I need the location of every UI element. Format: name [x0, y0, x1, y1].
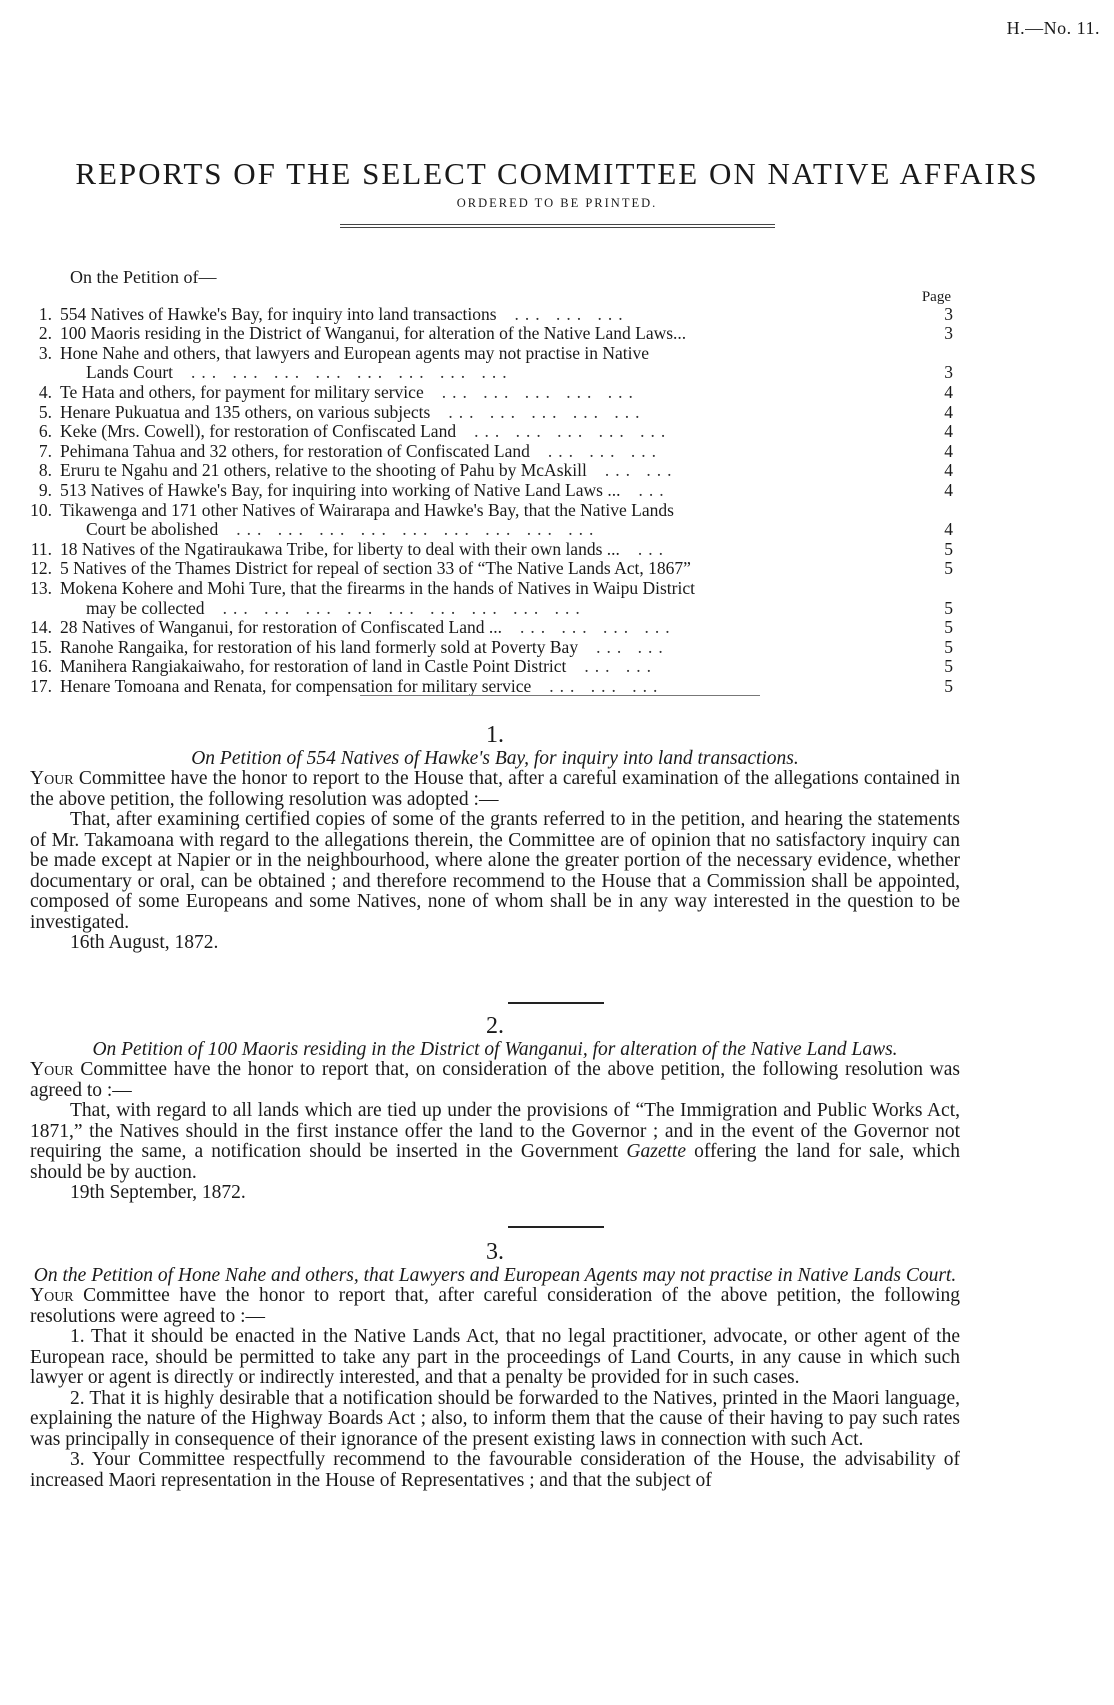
- toc-item: [18, 461, 953, 481]
- toc-leader-dots: ...: [638, 479, 670, 500]
- resolution: 2. That it is highly desirable that a notification should be forwarded to the Natives, printed in the Maori language, explaining the nature of the Highway Boards Act ; also, to inform them that the cause of their having to pay such rates was principally in consequence of their ignorance of the present existing laws in connection with such Act.: [30, 1387, 960, 1450]
- toc-item-page: 4: [944, 460, 953, 481]
- body-pre: That, with regard to all lands which are tied up under the provisions of “The Immigration and Public Works Act, 1871,” the Natives should in the first instance offer the land to the Governor ; and in the event of the Governor not requiring the same, a notification should be inserted in the Government: [30, 1100, 960, 1162]
- toc-item-page: 4: [944, 479, 953, 500]
- section-heading: On Petition of 554 Natives of Hawke's Bay, for inquiry into land transactions.: [191, 748, 799, 769]
- section-date: 16th August, 1872.: [70, 932, 219, 953]
- toc-item-page: 4: [944, 440, 953, 461]
- toc-item-page: 3: [944, 303, 953, 324]
- toc-item: [18, 638, 953, 658]
- toc-item-page: 4: [944, 401, 953, 422]
- toc-item-page: 5: [944, 617, 953, 638]
- toc-item-page: 5: [944, 656, 953, 677]
- section-divider: [508, 1002, 604, 1004]
- toc-item: [18, 344, 953, 383]
- toc-page-heading: Page: [921, 288, 951, 305]
- toc-item-title: 28 Natives of Wanganui, for restoration of Confiscated Land ...: [60, 617, 502, 638]
- toc-item-number: 12.: [30, 558, 52, 579]
- toc-item-number: 2.: [38, 323, 52, 344]
- toc-item-continuation: [60, 520, 919, 540]
- toc-list: [18, 305, 953, 697]
- toc-item-title: Te Hata and others, for payment for military service: [60, 381, 424, 402]
- section-number: 2.: [486, 1013, 504, 1039]
- section-body: That, after examining certified copies of some of the grants referred to in the petition, and hearing the statements of Mr. Takamoana with regard to the allegations therein, the Committee are of opinion that no satisfactory inquiry can be made except at Napier or in the neighbourhood, where alone the greater portion of the necessary evidence, whether documentary or oral, can be obtained ; and therefore recommend to the House that a Commission shall be appointed, composed of some Europeans and some Natives, none of whom shall be in any way interested in the question to be investigated.: [30, 809, 960, 933]
- toc-item: [18, 442, 953, 462]
- opening-word: Your: [30, 1059, 74, 1080]
- toc-item-number: 15.: [30, 636, 52, 657]
- toc-item-text: [60, 422, 919, 442]
- toc-item-continuation-text: may be collected: [86, 597, 205, 618]
- toc-item-number: 4.: [38, 381, 52, 402]
- toc-leader-dots: ... ... ... ... ...: [474, 421, 672, 442]
- toc-leader-dots: ... ... ... ...: [519, 617, 676, 638]
- toc-item-number: 1.: [38, 303, 52, 324]
- toc-item-title: Pehimana Tahua and 32 others, for restoration of Confiscated Land: [60, 440, 530, 461]
- toc-item-text: [60, 324, 919, 344]
- toc-item-text: [60, 618, 919, 638]
- toc-item-page: 5: [944, 636, 953, 657]
- toc-item-page: 3: [944, 323, 953, 344]
- toc-leader-dots: ... ...: [604, 460, 678, 481]
- toc-item-number: 6.: [38, 421, 52, 442]
- section-heading: On the Petition of Hone Nahe and others, that Lawyers and European Agents may not practise in Native Lands Court.: [33, 1265, 957, 1286]
- toc-item-title: 513 Natives of Hawke's Bay, for inquiring into working of Native Land Laws ...: [60, 479, 621, 500]
- toc-item-number: 10.: [30, 499, 52, 520]
- toc-item: [18, 403, 953, 423]
- section-divider: [508, 1226, 604, 1228]
- toc-item-text: [60, 657, 919, 677]
- section-2: [30, 1014, 960, 1204]
- toc-item: [18, 383, 953, 403]
- page-subtitle: ORDERED TO BE PRINTED.: [456, 196, 658, 210]
- toc-item-page: 5: [944, 675, 953, 696]
- toc-item-title: 100 Maoris residing in the District of Wanganui, for alteration of the Native Land Laws...: [60, 323, 687, 344]
- opening-text: Committee have the honor to report that, on consideration of the above petition, the following resolution was agreed to :—: [30, 1059, 960, 1101]
- toc-item-number: 9.: [38, 479, 52, 500]
- toc-item: [18, 559, 953, 579]
- body-emphasis: Gazette: [626, 1141, 686, 1162]
- toc-item-number: 13.: [30, 577, 52, 598]
- toc-item-text: [60, 305, 919, 325]
- opening-word: Your: [30, 1285, 74, 1306]
- toc-item-text: [60, 638, 919, 658]
- toc-item-continuation-text: Lands Court: [86, 362, 174, 383]
- toc-item-text: [60, 383, 919, 403]
- toc-item: [18, 324, 953, 344]
- toc-item: [18, 579, 953, 618]
- toc-item-title: Tikawenga and 171 other Natives of Wairarapa and Hawke's Bay, that the Native Lands: [60, 499, 674, 520]
- section-1: [30, 723, 960, 954]
- table-of-contents: [18, 268, 953, 696]
- toc-item-number: 17.: [30, 675, 52, 696]
- toc-intro: On the Petition of—: [70, 267, 217, 287]
- toc-item-title: 554 Natives of Hawke's Bay, for inquiry into land transactions: [60, 303, 497, 324]
- toc-item-text: [60, 677, 919, 697]
- toc-item-continuation-text: Court be abolished: [86, 519, 219, 540]
- toc-item-page: 5: [944, 597, 953, 618]
- section-body: [30, 1101, 960, 1183]
- toc-leader-dots: ... ... ...: [547, 440, 662, 461]
- toc-item-title: 18 Natives of the Ngatiraukawa Tribe, for liberty to deal with their own lands ...: [60, 538, 620, 559]
- toc-item: [18, 657, 953, 677]
- toc-item-text: [60, 403, 919, 423]
- toc-item: [18, 540, 953, 560]
- toc-leader-dots: ... ...: [596, 636, 669, 657]
- toc-leader-dots: ... ...: [584, 656, 658, 677]
- toc-item-number: 16.: [30, 656, 52, 677]
- toc-item-text: [60, 461, 919, 481]
- section-number: 3.: [486, 1239, 504, 1265]
- toc-item-text: [60, 344, 919, 383]
- toc-leader-dots: ... ... ... ... ... ... ... ...: [191, 362, 513, 383]
- toc-item-title: Hone Nahe and others, that lawyers and European agents may not practise in Native: [60, 342, 649, 363]
- section-number: 1.: [486, 722, 504, 748]
- toc-item-text: [60, 442, 919, 462]
- toc-item-text: [60, 481, 919, 501]
- toc-item-title: Henare Tomoana and Renata, for compensation for military service: [60, 675, 532, 696]
- document-reference: H.—No. 11.: [1006, 18, 1100, 38]
- opening-text: Committee have the honor to report that, after careful consideration of the above petition, the following resolutions were agreed to :—: [30, 1285, 960, 1327]
- toc-item-number: 14.: [30, 617, 52, 638]
- toc-item-page: 5: [944, 558, 953, 579]
- opening-text: Committee have the honor to report to the House that, after a careful examination of the allegations contained in the above petition, the following resolution was adopted :—: [30, 768, 960, 810]
- toc-divider: [360, 695, 760, 696]
- toc-item-text: [60, 559, 919, 579]
- resolution: 1. That it should be enacted in the Native Lands Act, that no legal practitioner, advocate, or other agent of the European race, should be permitted to take any part in the proceedings of Land Courts, in any cause in which such lawyer or agent is directly or indirectly interested, and that a penalty be provided for in such cases.: [30, 1326, 960, 1388]
- toc-item-text: [60, 540, 919, 560]
- opening-word: Your: [30, 768, 74, 789]
- toc-item-page: 4: [944, 519, 953, 540]
- toc-item-number: 5.: [38, 401, 52, 422]
- toc-item-text: [60, 501, 919, 540]
- toc-item-continuation: [60, 363, 919, 383]
- toc-item-number: 11.: [30, 538, 52, 559]
- toc-leader-dots: ... ... ... ... ...: [448, 401, 646, 422]
- toc-item-text: [60, 579, 919, 618]
- toc-item: [18, 305, 953, 325]
- section-date: 19th September, 1872.: [70, 1182, 246, 1203]
- toc-item: [18, 501, 953, 540]
- toc-item-title: Mokena Kohere and Mohi Ture, that the firearms in the hands of Natives in Waipu District: [60, 577, 695, 598]
- toc-leader-dots: ... ... ...: [549, 675, 664, 696]
- toc-item-continuation: [60, 599, 919, 619]
- body-post: offering the land for sale, which should be by auction.: [30, 1141, 960, 1183]
- toc-leader-dots: ...: [637, 538, 670, 559]
- toc-leader-dots: ... ... ... ... ... ... ... ... ...: [236, 519, 600, 540]
- toc-item-title: Eruru te Ngahu and 21 others, relative to the shooting of Pahu by McAskill: [60, 460, 587, 481]
- toc-leader-dots: ... ... ... ... ...: [441, 381, 639, 402]
- toc-item: [18, 422, 953, 442]
- toc-item-title: 5 Natives of the Thames District for repeal of section 33 of “The Native Lands Act, 1867”: [60, 558, 691, 579]
- toc-item-page: 4: [944, 381, 953, 402]
- toc-item: [18, 481, 953, 501]
- toc-item-title: Manihera Rangiakaiwaho, for restoration of land in Castle Point District: [60, 656, 567, 677]
- section-heading: On Petition of 100 Maoris residing in the District of Wanganui, for alteration of the Native Land Laws.: [92, 1039, 898, 1060]
- toc-item-title: Henare Pukuatua and 135 others, on various subjects: [60, 401, 431, 422]
- toc-item-page: 3: [944, 362, 953, 383]
- title-divider: [340, 224, 775, 228]
- resolution: 3. Your Committee respectfully recommend to the favourable consideration of the House, the advisability of increased Maori representation in the House of Representatives ; and that the subject of: [30, 1449, 960, 1491]
- toc-item-number: 7.: [38, 440, 52, 461]
- section-3: [30, 1240, 960, 1491]
- page-title: REPORTS OF THE SELECT COMMITTEE ON NATIVE AFFAIRS: [75, 156, 1039, 191]
- section-opening: [30, 1060, 960, 1101]
- toc-item-number: 3.: [38, 342, 52, 363]
- toc-item: [18, 618, 953, 638]
- toc-item-page: 4: [944, 421, 953, 442]
- section-opening: [30, 1286, 960, 1327]
- toc-leader-dots: ... ... ...: [514, 303, 629, 324]
- toc-item: [18, 677, 953, 697]
- toc-item-page: 5: [944, 538, 953, 559]
- toc-item-title: Ranohe Rangaika, for restoration of his land formerly sold at Poverty Bay: [60, 636, 579, 657]
- toc-leader-dots: ... ... ... ... ... ... ... ... ...: [222, 597, 586, 618]
- toc-item-title: Keke (Mrs. Cowell), for restoration of Confiscated Land: [60, 421, 457, 442]
- toc-item-number: 8.: [38, 460, 52, 481]
- section-opening: [30, 769, 960, 810]
